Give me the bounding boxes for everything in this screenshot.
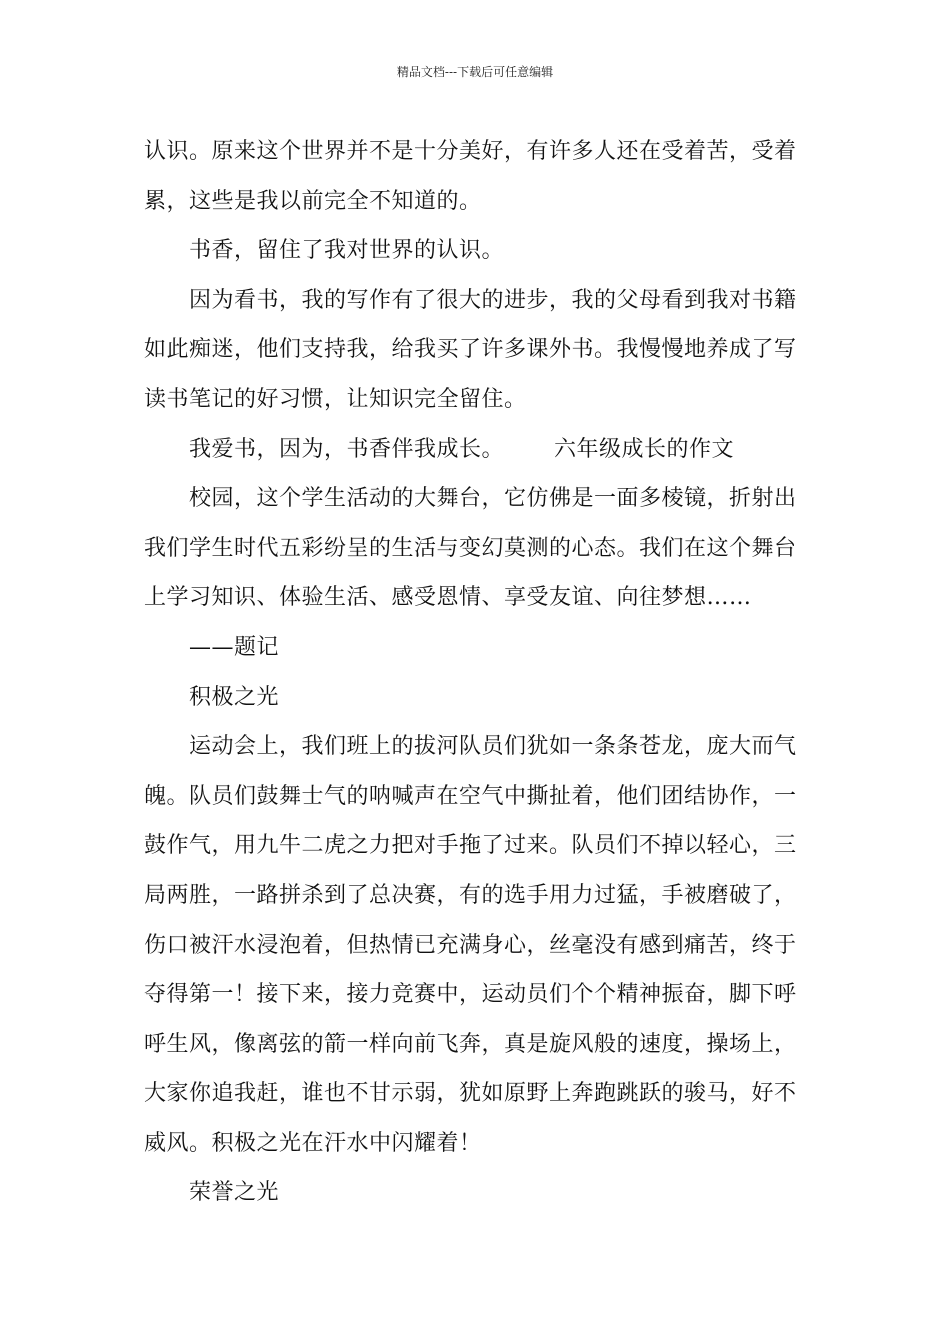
text-line: 大家你追我赶，谁也不甘示弱，犹如原野上奔跑跳跃的骏马，好不: [144, 1081, 797, 1107]
text-line: 运动会上，我们班上的拔河队员们犹如一条条苍龙，庞大而气: [189, 734, 797, 760]
section-heading: 积极之光: [189, 684, 280, 710]
text-line: 累，这些是我以前完全不知道的。: [144, 188, 482, 214]
text-line: 认识。原来这个世界并不是十分美好，有许多人还在受着苦，受着: [144, 139, 797, 164]
text-line: 呼生风，像离弦的箭一样向前飞奔，真是旋风般的速度，操场上，: [144, 1031, 797, 1057]
section-heading: 荣誉之光: [189, 1180, 280, 1206]
text-line: 威风。积极之光在汗水中闪耀着！: [144, 1130, 482, 1156]
text-line: 书香，留住了我对世界的认识。: [189, 238, 505, 264]
essay-title: 六年级成长的作文: [554, 436, 735, 462]
page-header: 精品文档---下载后可任意编辑: [396, 65, 554, 79]
text-line: 魄。队员们鼓舞士气的呐喊声在空气中撕扯着，他们团结协作，一: [144, 783, 797, 809]
text-line: 鼓作气，用九牛二虎之力把对手拖了过来。队员们不掉以轻心，三: [144, 833, 797, 859]
text-line: 我们学生时代五彩纷呈的生活与变幻莫测的心态。我们在这个舞台: [144, 535, 797, 561]
text-line-with-title: [144, 425, 814, 475]
text-line: 夺得第一！接下来，接力竞赛中，运动员们个个精神振奋，脚下呼: [144, 982, 797, 1008]
document-body: [144, 127, 814, 1218]
text-line: 读书笔记的好习惯，让知识完全留住。: [144, 386, 527, 412]
text-line: 上学习知识、体验生活、感受恩情、享受友谊、向往梦想……: [144, 585, 752, 611]
text-line: 如此痴迷，他们支持我，给我买了许多课外书。我慢慢地养成了写: [144, 337, 797, 363]
text-line: 我爱书，因为，书香伴我成长。: [189, 436, 505, 462]
epigraph-attribution: ——题记: [189, 634, 280, 660]
text-line: 伤口被汗水浸泡着，但热情已充满身心，丝毫没有感到痛苦，终于: [144, 932, 797, 958]
text-line: 校园，这个学生活动的大舞台，它仿佛是一面多棱镜，折射出: [189, 486, 797, 512]
text-line: 局两胜，一路拼杀到了总决赛，有的选手用力过猛，手被磨破了，: [144, 882, 797, 908]
text-line: 因为看书，我的写作有了很大的进步，我的父母看到我对书籍: [189, 287, 797, 313]
